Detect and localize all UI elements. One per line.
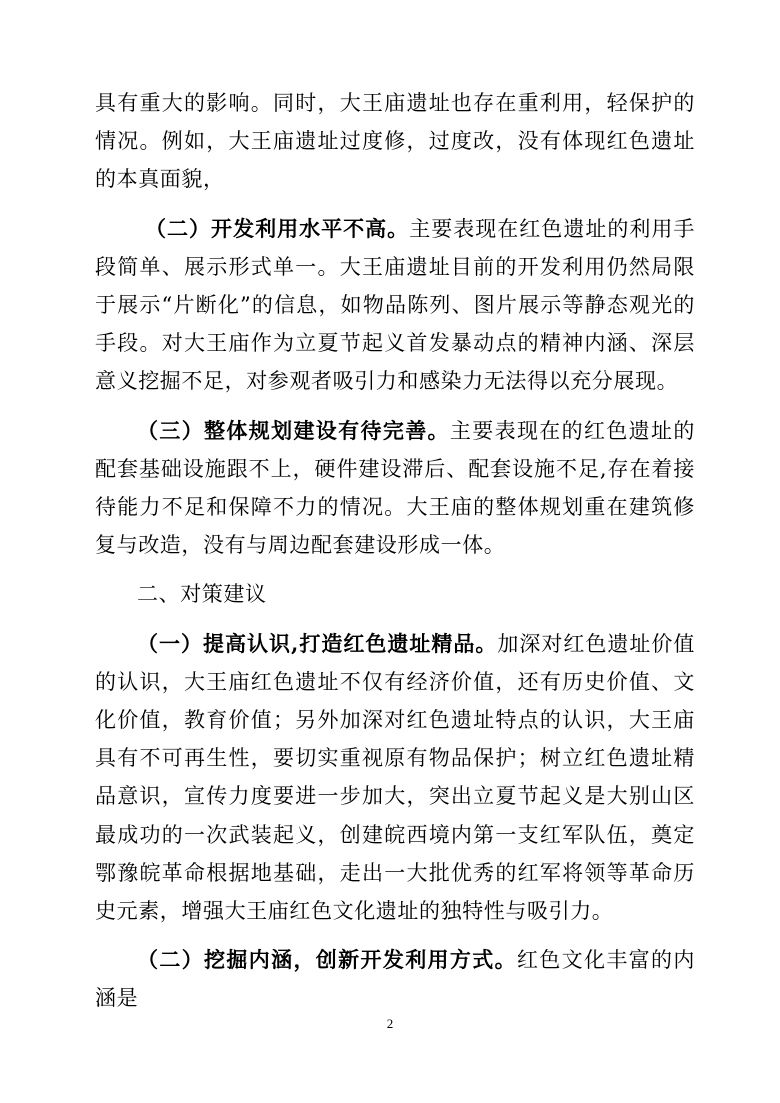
paragraph-body: 主要表现在的红色遗址的配套基础设施跟不上，硬件建设滞后、配套设施不足,存在着接待能力不足和保障不力的情况。大王庙的整体规划重在建筑修复与改造，没有与周边配套建设形成一体。 xyxy=(95,418,695,558)
section-heading-text: 二、对策建议 xyxy=(137,582,267,607)
paragraph-body: 具有重大的影响。同时，大王庙遗址也存在重利用，轻保护的情况。例如，大王庙遗址过度修，过度改，没有体现红色遗址的本真面貌， xyxy=(95,91,695,192)
section-heading-recommendations xyxy=(95,575,695,613)
paragraph-body: 主要表现在红色遗址的利用手段简单、展示形式单一。大王庙遗址目前的开发利用仍然局限于展示“片断化”的信息，如物品陈列、图片展示等静态观光的手段。对大王庙作为立夏节起义首发暴动点的精神内涵、深层意义挖掘不足，对参观者吸引力和感染力无法得以充分展现。 xyxy=(95,216,695,394)
body-text xyxy=(95,84,695,1029)
paragraph-heading: （二）开发利用水平不高。 xyxy=(145,215,410,241)
paragraph-heading: （三）整体规划建设有待完善。 xyxy=(137,417,450,443)
paragraph-explore-connotation xyxy=(95,941,695,1017)
page-number: 2 xyxy=(386,1016,394,1031)
paragraph-heading: （二）挖掘内涵，创新开发利用方式。 xyxy=(137,947,517,973)
paragraph-body: 加深对红色遗址价值的认识，大王庙红色遗址不仅有经济价值，还有历史价值、文化价值，教育价值；另外加深对红色遗址特点的认识，大王庙具有不可再生性，要切实重视原有物品保护；树立红色遗址精品意识，宣传力度要进一步加大，突出立夏节起义是大别山区最成功的一次武装起义，创建皖西境内第一支红军队伍，奠定鄂豫皖革命根据地基础，走出一大批优秀的红军将领等革命历史元素，增强大王庙红色文化遗址的独特性与吸引力。 xyxy=(95,631,695,924)
paragraph-body: 红色文化丰富的内涵是 xyxy=(95,948,695,1011)
paragraph-continuation xyxy=(95,84,695,199)
paragraph-overall-planning xyxy=(95,412,695,565)
paragraph-heading: （一）提高认识,打造红色遗址精品。 xyxy=(137,630,498,656)
paragraph-raise-awareness xyxy=(95,625,695,931)
paragraph-development-level xyxy=(95,210,695,401)
